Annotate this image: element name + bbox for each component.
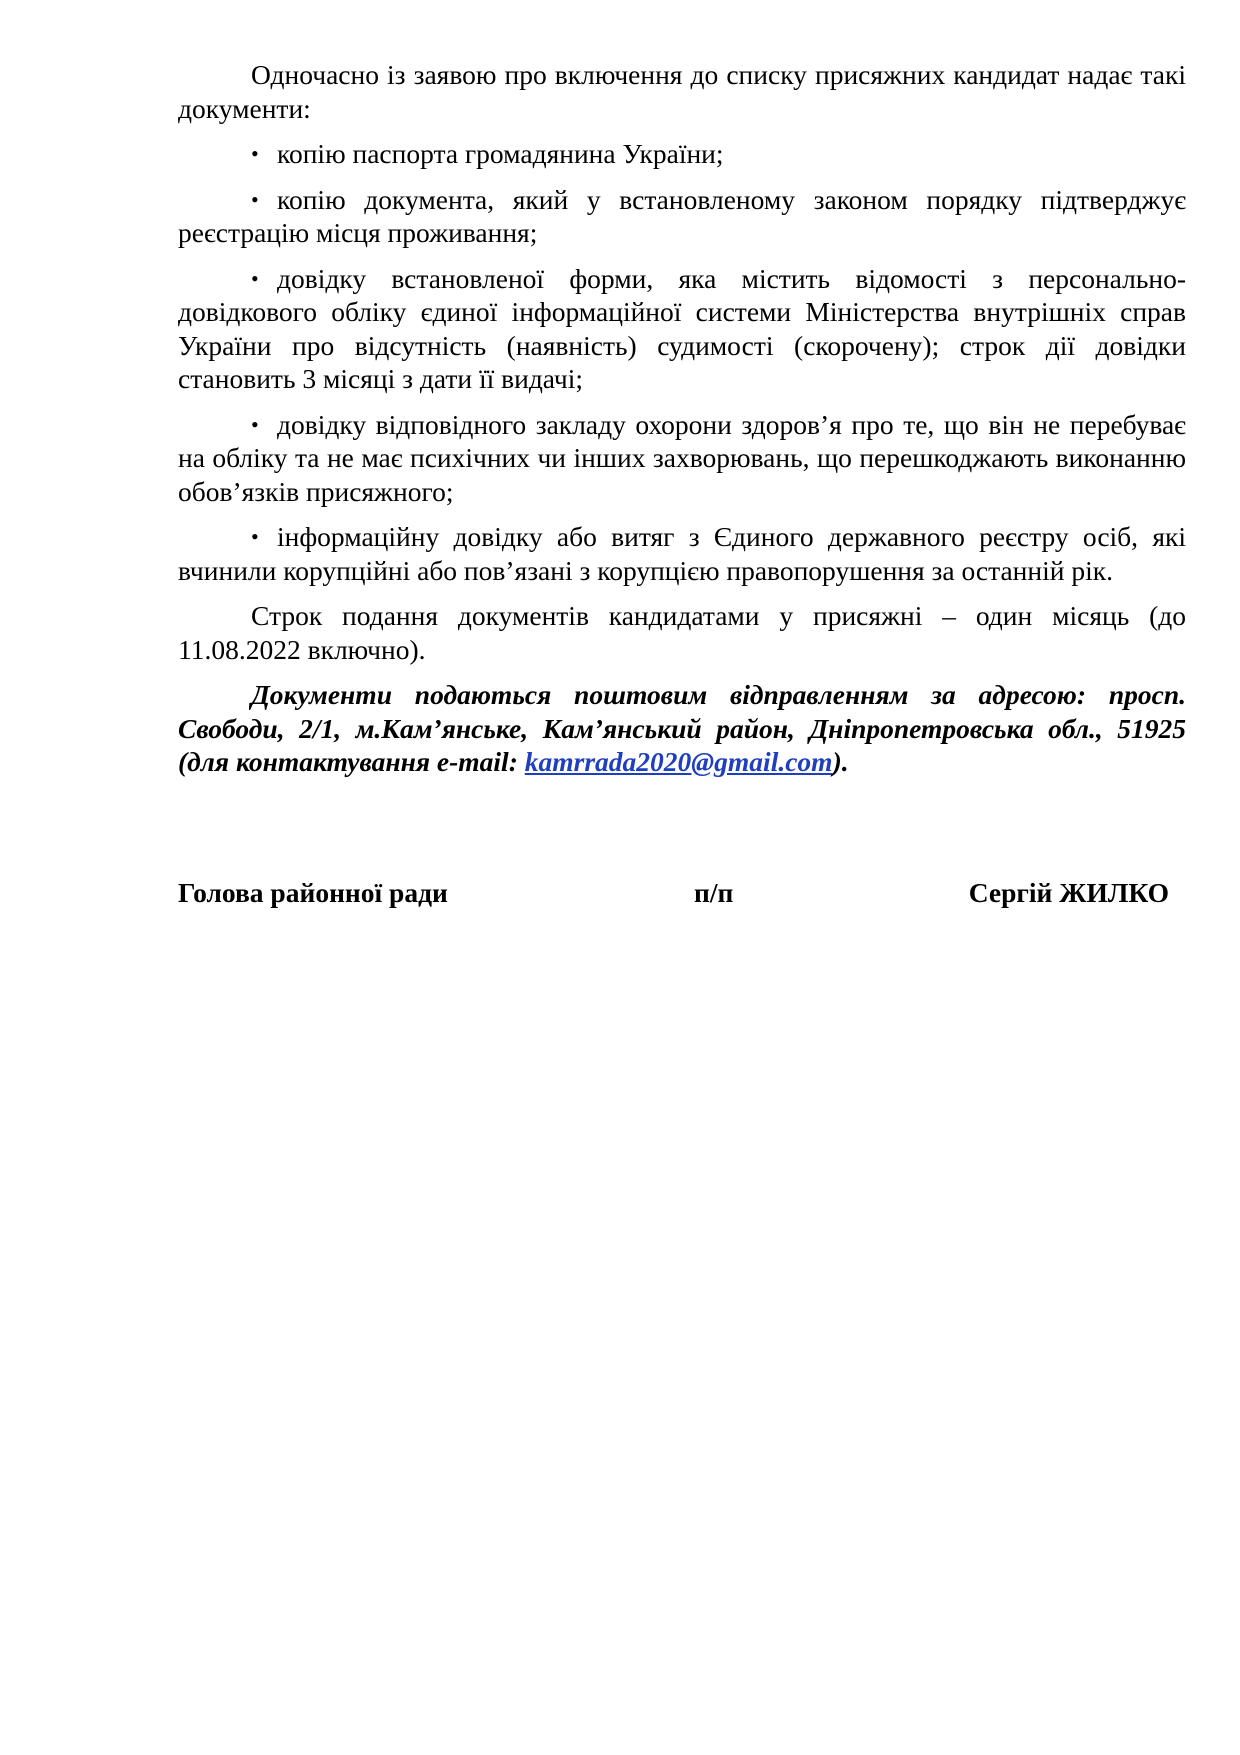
document-list-item-text: інформаційну довідку або витяг з Єдиного державного реєстру осіб, які вчинили корупційні або пов’язані з корупцією правопорушення за останній рік.	[178, 521, 1186, 586]
bullet-icon: •	[251, 524, 259, 549]
signatory-name: Сергій ЖИЛКО	[968, 877, 1169, 908]
intro-paragraph: Одночасно із заявою про включення до списку присяжних кандидат надає такі документи:	[178, 59, 1186, 124]
signatory-title: Голова районної ради	[178, 877, 448, 908]
bullet-icon: •	[251, 411, 259, 437]
document-list-item	[178, 408, 1186, 509]
document-list-item-text: довідку встановленої форми, яка містить відомості з персонально-довідкового обліку єдиної інформаційної системи Міністерства внутрішніх справ України про відсутність (наявність) судимості (скорочену); строк дії довідки становить 3 місяці з дати її видачі;	[178, 262, 1186, 394]
email-link[interactable]: kamrrada2020@gmail.com	[524, 746, 833, 777]
signed-mark: п/п	[694, 877, 734, 908]
submission-closing: ).	[832, 746, 849, 777]
submission-address-text: Документи подаються поштовим відправленням за адресою: просп. Свободи, 2/1, м.Кам’янське, Кам’янський район, Дніпропетровська обл., 51925 (для контактування e-mail:	[178, 679, 1186, 777]
bullet-icon: •	[251, 265, 259, 291]
bullet-icon: •	[251, 141, 259, 166]
document-list-item-text: копію паспорта громадянина України;	[277, 138, 724, 169]
bullet-icon: •	[251, 186, 259, 212]
signature-block	[178, 876, 1186, 912]
document-list-item	[178, 520, 1186, 587]
document-list-item-text: довідку відповідного закладу охорони здоров’я про те, що він не перебуває на обліку та не має психічних чи інших захворювань, що перешкоджають виконанню обов’язків присяжного;	[178, 408, 1186, 507]
document-list-item-text: копію документа, який у встановленому законом порядку підтверджує реєстрацію місця проживання;	[178, 183, 1186, 248]
deadline-paragraph: Строк подання документів кандидатами у присяжні – один місяць (до 11.08.2022 включно).	[178, 600, 1186, 665]
document-list-item	[178, 137, 1186, 171]
submission-paragraph	[178, 678, 1186, 779]
document-body	[178, 58, 1186, 779]
document-list-item	[178, 183, 1186, 250]
document-list-item	[178, 262, 1186, 396]
